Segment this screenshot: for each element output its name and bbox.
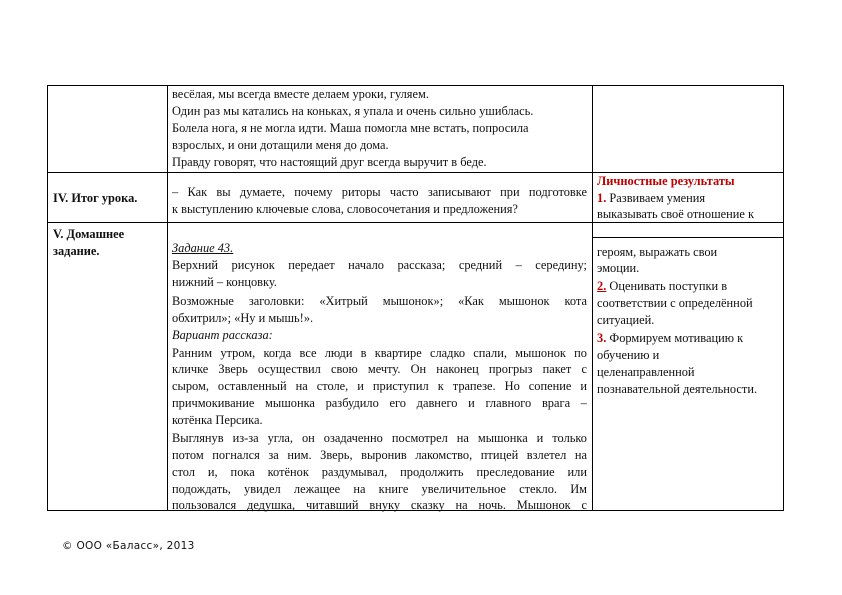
results-item (597, 278, 727, 294)
row1-line: взрослых, и они дотащили меня до дома. (172, 138, 389, 152)
row2-label: IV. Итог урока. (53, 191, 138, 205)
results-item-text: Формируем мотивацию к (609, 331, 744, 345)
story-line: причмокивание мышонка разбудило его давнего и главного врага – (172, 396, 587, 410)
story-line: подождать, увидел лежащее на книге увеличительное стекло. Им (172, 482, 587, 496)
row3-label-line: V. Домашнее (53, 227, 125, 241)
results-item-number: 3. (597, 331, 607, 345)
table-column-divider-2 (592, 85, 593, 511)
results-item-number: 2. (597, 279, 607, 293)
table-border-left (47, 85, 48, 511)
table-cell-rule (593, 237, 783, 238)
results-item-text: выказывать своё отношение к (597, 207, 755, 221)
row1-line: Один раз мы катались на коньках, я упала и очень сильно ушиблась. (172, 104, 534, 118)
results-item: ситуацией. (597, 313, 655, 327)
variant-title: Вариант рассказа: (172, 328, 273, 342)
row3-label-line: задание. (53, 244, 100, 258)
results-item: эмоции. (597, 261, 640, 275)
table-column-divider-1 (167, 85, 168, 511)
results-item: соответствии с определённой (597, 296, 753, 310)
story-line: кличке Зверь осуществил свою мечту. Он наконец прогрыз пакет с (172, 362, 587, 376)
row2-line: к выступлению ключевые слова, словосочетания и предложения? (172, 202, 518, 216)
row2-line: – Как вы думаете, почему риторы часто записывают при подготовке (172, 185, 587, 199)
task-line: нижний – концовку. (172, 275, 277, 289)
results-item (597, 190, 705, 206)
results-item: целенаправленной (597, 365, 695, 379)
results-heading: Личностные результаты (597, 174, 735, 188)
story-line: котёнка Персика. (172, 413, 263, 427)
row1-line: Правду говорят, что настоящий друг всегда выручит в беде. (172, 155, 487, 169)
results-item: обучению и (597, 348, 660, 362)
results-item-number: 1. (597, 191, 607, 205)
results-item-text: Оценивать поступки в (609, 279, 728, 293)
row1-line: весёлая, мы всегда вместе делаем уроки, гуляем. (172, 87, 429, 101)
table-row-divider-2 (47, 222, 784, 223)
results-item: познавательной деятельности. (597, 382, 758, 396)
titles-line: обхитрил»; «Ну и мышь!». (172, 311, 314, 325)
titles-line: Возможные заголовки: «Хитрый мышонок»; «Как мышонок кота (172, 294, 587, 308)
story-line: потом погнался за ним. Зверь, выронив лакомство, птицей взлетел на (172, 448, 587, 462)
results-item-text: Развиваем умения (609, 191, 706, 205)
story-line: сыром, оставленный на столе, и приступил к трапезе. Но сопение и (172, 379, 587, 393)
story-line: пользовался дедушка, читавший внуку сказку на ночь. Мышонок с (172, 498, 587, 512)
table-border-right (783, 85, 784, 511)
footer-copyright: © ООО «Баласс», 2013 (62, 540, 195, 552)
task-title: Задание 43. (172, 241, 234, 255)
row1-line: Болела нога, я не могла идти. Маша помогла мне встать, попросила (172, 121, 529, 135)
results-item (597, 206, 754, 222)
story-line: стол и, пока котёнок раздумывал, продолжить преследование или (172, 465, 587, 479)
results-item (597, 330, 743, 346)
story-line: Ранним утром, когда все люди в квартире сладко спали, мышонок по (172, 346, 587, 360)
task-line: Верхний рисунок передает начало рассказа; средний – середину; (172, 258, 587, 272)
story-line: Выглянув из-за угла, он озадаченно посмотрел на мышонка и только (172, 431, 587, 445)
results-item: героям, выражать свои (597, 245, 718, 259)
